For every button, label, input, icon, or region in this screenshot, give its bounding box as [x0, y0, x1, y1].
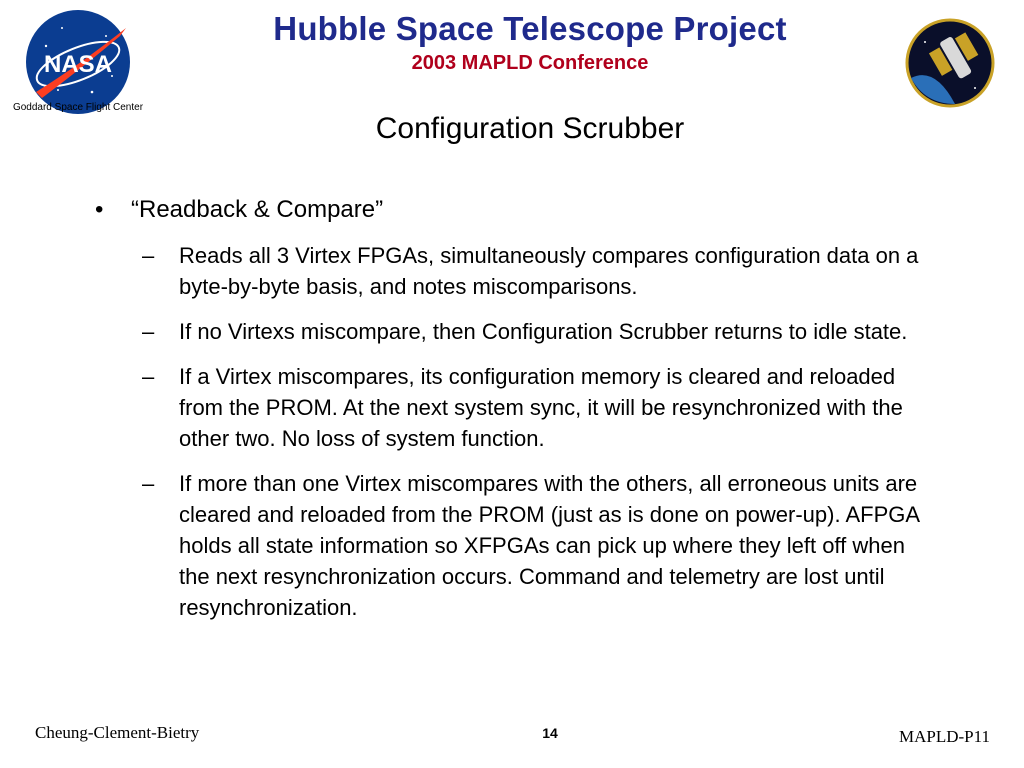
- subpoint-text: If a Virtex miscompares, its configuration memory is cleared and reloaded from the PROM. At the next system sync, it will be resynchronized with the other two. No loss of system function.: [179, 364, 903, 451]
- dash-symbol: –: [142, 471, 155, 496]
- subpoint-text: Reads all 3 Virtex FPGAs, simultaneously compares configuration data on a byte-by-byte basis, and notes miscomparisons.: [179, 243, 919, 299]
- subpoint-item: [142, 361, 935, 454]
- conference-title: 2003 MAPLD Conference: [411, 52, 649, 74]
- subpoint-text: If no Virtexs miscompare, then Configuration Scrubber returns to idle state.: [179, 319, 908, 344]
- bullet-item: [95, 194, 935, 226]
- footer-code: MAPLD-P11: [899, 727, 990, 746]
- center-name: Goddard Space Flight Center: [12, 102, 144, 113]
- dash-symbol: –: [142, 243, 155, 268]
- footer-authors: Cheung-Clement-Bietry: [35, 723, 200, 742]
- bullet-text: “Readback & Compare”: [131, 196, 384, 223]
- nasa-wordmark: NASA: [43, 51, 113, 78]
- subpoint-item: [142, 468, 935, 623]
- slide-title: Configuration Scrubber: [375, 112, 685, 145]
- dash-symbol: –: [142, 319, 155, 344]
- hst-mission-patch: [905, 18, 995, 108]
- page-number: 14: [542, 725, 558, 741]
- project-title: Hubble Space Telescope Project: [273, 10, 787, 47]
- subpoint-list: [142, 240, 935, 623]
- subpoint-item: [142, 316, 935, 347]
- bullet-symbol: •: [95, 196, 104, 223]
- dash-symbol: –: [142, 364, 155, 389]
- subpoint-item: [142, 240, 935, 302]
- slide-content: [95, 194, 935, 637]
- subpoint-text: If more than one Virtex miscompares with the others, all erroneous units are cleared and reloaded from the PROM (just as is done on power-up). AFPGA holds all state information so XFPGAs can pick up where they left off when the next resynchronization occurs. Command and telemetry are lost until resynchronization.: [179, 471, 919, 620]
